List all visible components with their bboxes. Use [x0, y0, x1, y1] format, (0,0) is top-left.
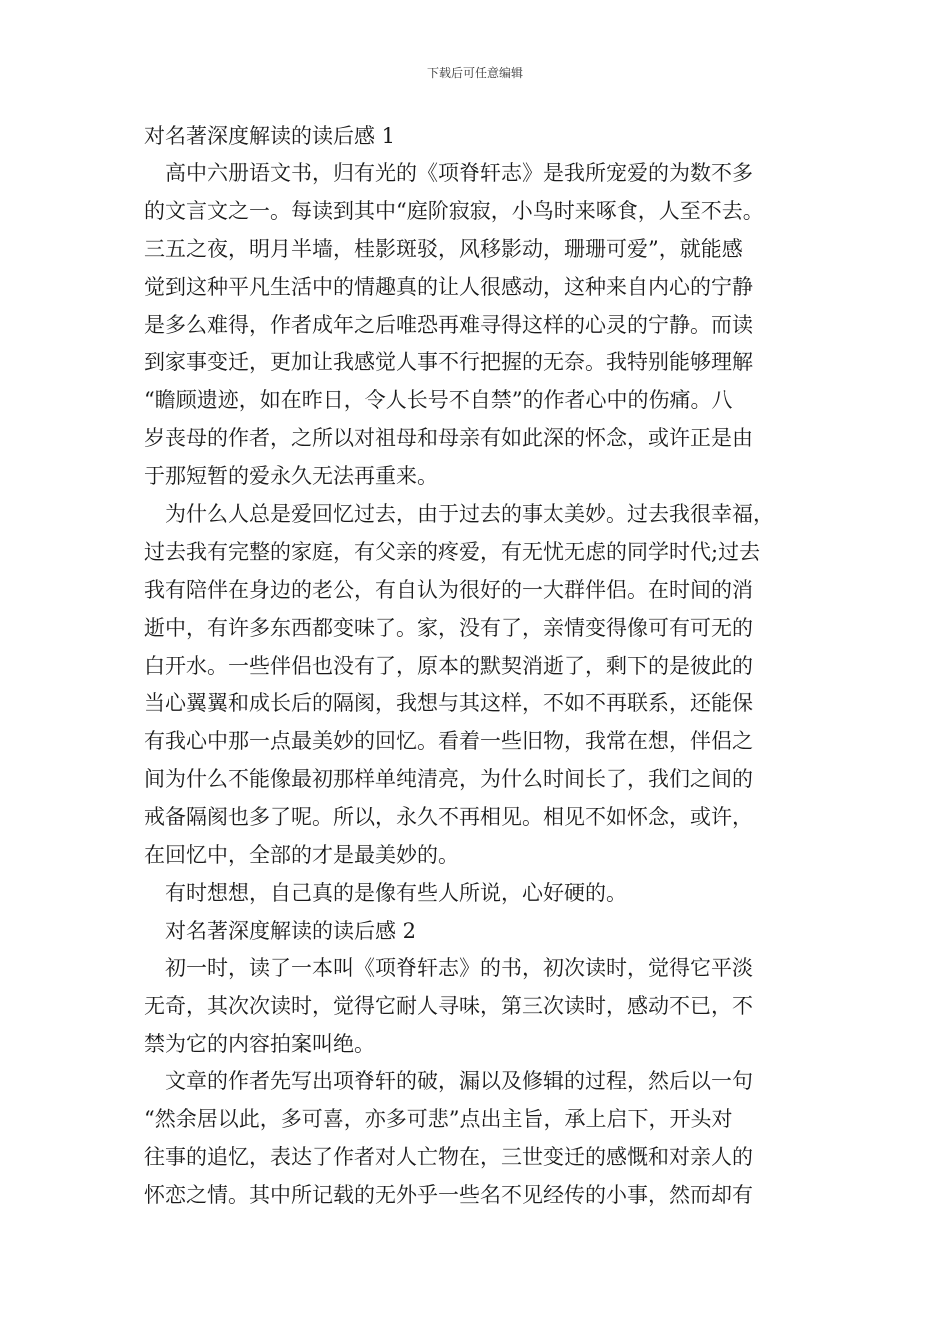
text-line: “瞻顾遗迹，如在昨日，令人长号不自禁”的作者心中的伤痛。八: [144, 388, 733, 413]
text-line: 有我心中那一点最美妙的回忆。看着一些旧物，我常在想，伴侣之: [144, 729, 753, 754]
paragraph-3: [144, 875, 816, 913]
text-line: 间为什么不能像最初那样单纯清亮，为什么时间长了，我们之间的: [144, 767, 753, 792]
text-line: 初一时，读了一本叫《项脊轩志》的书，初次读时，觉得它平淡: [165, 955, 753, 980]
text-line: 戒备隔阂也多了呢。所以，永久不再相见。相见不如怀念，或许，: [144, 805, 753, 830]
text-line: 到家事变迁，更加让我感觉人事不行把握的无奈。我特别能够理解: [144, 350, 753, 375]
paragraph-4: [144, 950, 816, 1064]
text-line: 三五之夜，明月半墙，桂影斑驳，风移影动，珊珊可爱”，就能感: [144, 236, 743, 261]
text-line: 白开水。一些伴侣也没有了，原本的默契消逝了，剩下的是彼此的: [144, 653, 753, 678]
text-line: 于那短暂的爱永久无法再重来。: [144, 464, 438, 489]
text-line: 有时想想，自己真的是像有些人所说，心好硬的。: [165, 880, 627, 905]
text-line: 岁丧母的作者，之所以对祖母和母亲有如此深的怀念，或许正是由: [144, 426, 753, 451]
text-line: 逝中，有许多东西都变味了。家，没有了，亲情变得像可有可无的: [144, 615, 753, 640]
text-line: 高中六册语文书，归有光的《项脊轩志》是我所宠爱的为数不多: [165, 161, 753, 185]
paragraph-5: [144, 1063, 816, 1215]
section-title-1: 对名著深度解读的读后感 1: [144, 124, 396, 148]
text-line: 文章的作者先写出项脊轩的破，漏以及修辑的过程，然后以一句: [165, 1069, 753, 1094]
text-line: 的文言文之一。每读到其中“庭阶寂寂，小鸟时来啄食，人至不去。: [144, 198, 764, 223]
text-line: 为什么人总是爱回忆过去，由于过去的事太美妙。过去我很幸福，: [165, 502, 774, 527]
text-line: 在回忆中，全部的才是最美妙的。: [144, 843, 459, 868]
document-body: [144, 118, 816, 1215]
section-title-2: 对名著深度解读的读后感 2: [165, 918, 417, 943]
text-line: 当心翼翼和成长后的隔阂，我想与其这样，不如不再联系，还能保: [144, 691, 753, 716]
page-header: 下载后可任意编辑: [426, 66, 523, 80]
text-line: 是多么难得，作者成年之后唯恐再难寻得这样的心灵的宁静。而读: [144, 312, 753, 337]
text-line: 我有陪伴在身边的老公，有自认为很好的一大群伴侣。在时间的消: [144, 577, 753, 602]
text-line: 禁为它的内容拍案叫绝。: [144, 1031, 375, 1056]
text-line: 怀恋之情。其中所记载的无外乎一些名不见经传的小事，然而却有: [144, 1183, 753, 1208]
text-line: 无奇，其次次读时，觉得它耐人寻味，第三次读时，感动不已，不: [144, 993, 753, 1018]
paragraph-2: [144, 496, 816, 875]
text-line: 觉到这种平凡生活中的情趣真的让人很感动，这种来自内心的宁静: [144, 274, 753, 299]
text-line: 往事的追忆，表达了作者对人亡物在，三世变迁的感慨和对亲人的: [144, 1145, 753, 1170]
text-line: 过去我有完整的家庭，有父亲的疼爱，有无忧无虑的同学时代;过去: [144, 539, 761, 564]
paragraph-1: [144, 155, 816, 496]
text-line: “然余居以此，多可喜，亦多可悲”点出主旨，承上启下，开头对: [144, 1107, 733, 1132]
